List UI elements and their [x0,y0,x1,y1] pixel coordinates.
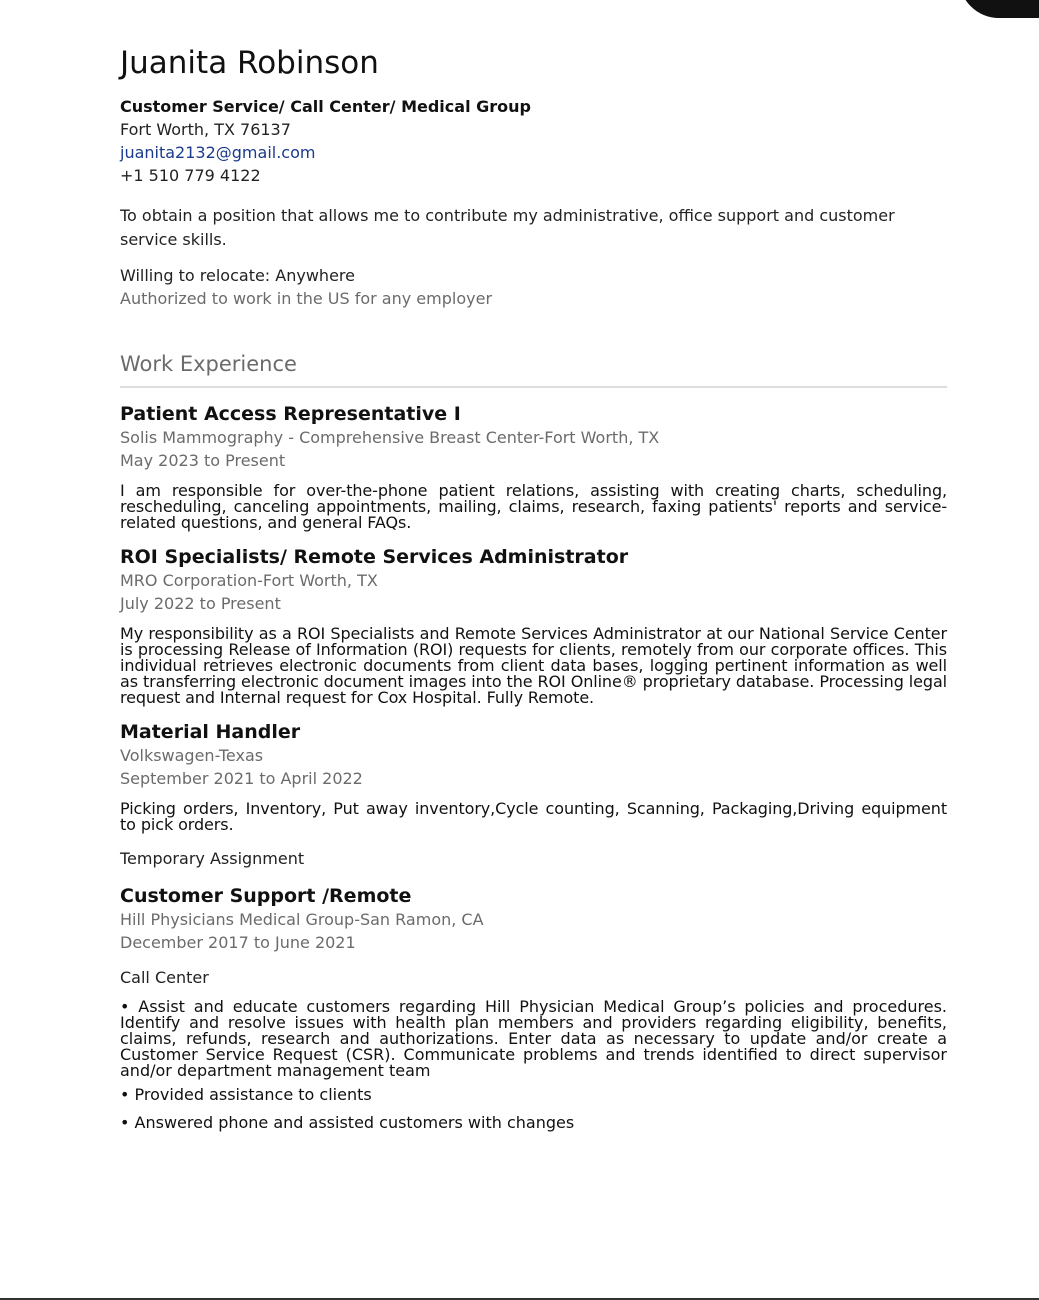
job-title: ROI Specialists/ Remote Services Administrator [120,546,629,568]
job-company: Volkswagen-Texas [120,746,264,765]
candidate-name: Juanita Robinson [120,45,379,81]
work-experience-heading: Work Experience [120,350,947,388]
job-bullet: • Assist and educate customers regarding Hill Physician Medical Group’s policies and procedures. Identify and resolve issues with health plan members and providers regarding eligibility, benefits, claims, refunds, research and authorizations. Enter data as necessary to update and/or create a Customer Service Request (CSR). Communicate problems and trends identified to direct supervisor and/or department management team [120,997,947,1080]
job-entry [120,402,947,531]
candidate-phone: +1 510 779 4122 [120,166,261,185]
corner-decoration [959,0,1039,18]
job-description: Picking orders, Inventory, Put away inventory,Cycle counting, Scanning, Packaging,Driving equipment to pick orders. [120,799,947,834]
job-description: I am responsible for over-the-phone patient relations, assisting with creating charts, scheduling, rescheduling, canceling appointments, mailing, claims, research, faxing patients' reports and service-related questions, and general FAQs. [120,481,947,532]
job-bullet: • Answered phone and assisted customers with changes [120,1113,575,1132]
job-bullet: • Provided assistance to clients [120,1085,372,1104]
career-summary: To obtain a position that allows me to contribute my administrative, office support and customer service skills. [120,206,895,249]
job-note: Temporary Assignment [120,849,305,868]
job-dates: December 2017 to June 2021 [120,933,356,952]
candidate-headline: Customer Service/ Call Center/ Medical Group [120,97,531,116]
resume-page [120,44,947,1135]
job-title: Patient Access Representative I [120,403,461,425]
job-dates: July 2022 to Present [120,594,281,613]
candidate-location: Fort Worth, TX 76137 [120,120,291,139]
resume-header [120,44,947,187]
job-company: Solis Mammography - Comprehensive Breast Center-Fort Worth, TX [120,428,660,447]
job-dates: May 2023 to Present [120,451,286,470]
job-company: Hill Physicians Medical Group-San Ramon, CA [120,910,484,929]
job-title: Material Handler [120,721,301,743]
job-description: My responsibility as a ROI Specialists and Remote Services Administrator at our National Service Center is processing Release of Information (ROI) requests for clients, remotely from our corporate offices. This individual retrieves electronic documents from client data bases, logging pertinent information as well as transferring electronic document images into the ROI Online® proprietary database. Processing legal request and Internal request for Cox Hospital. Fully Remote. [120,624,947,707]
job-dates: September 2021 to April 2022 [120,769,363,788]
job-entry [120,545,947,706]
job-entry [120,884,947,1135]
job-subtitle: Call Center [120,968,209,987]
job-company: MRO Corporation-Fort Worth, TX [120,571,378,590]
relocation-preference: Willing to relocate: Anywhere [120,266,355,285]
job-entry [120,720,947,870]
candidate-email-link[interactable]: juanita2132@gmail.com [120,143,316,162]
job-title: Customer Support /Remote [120,885,412,907]
work-authorization: Authorized to work in the US for any employer [120,289,493,308]
